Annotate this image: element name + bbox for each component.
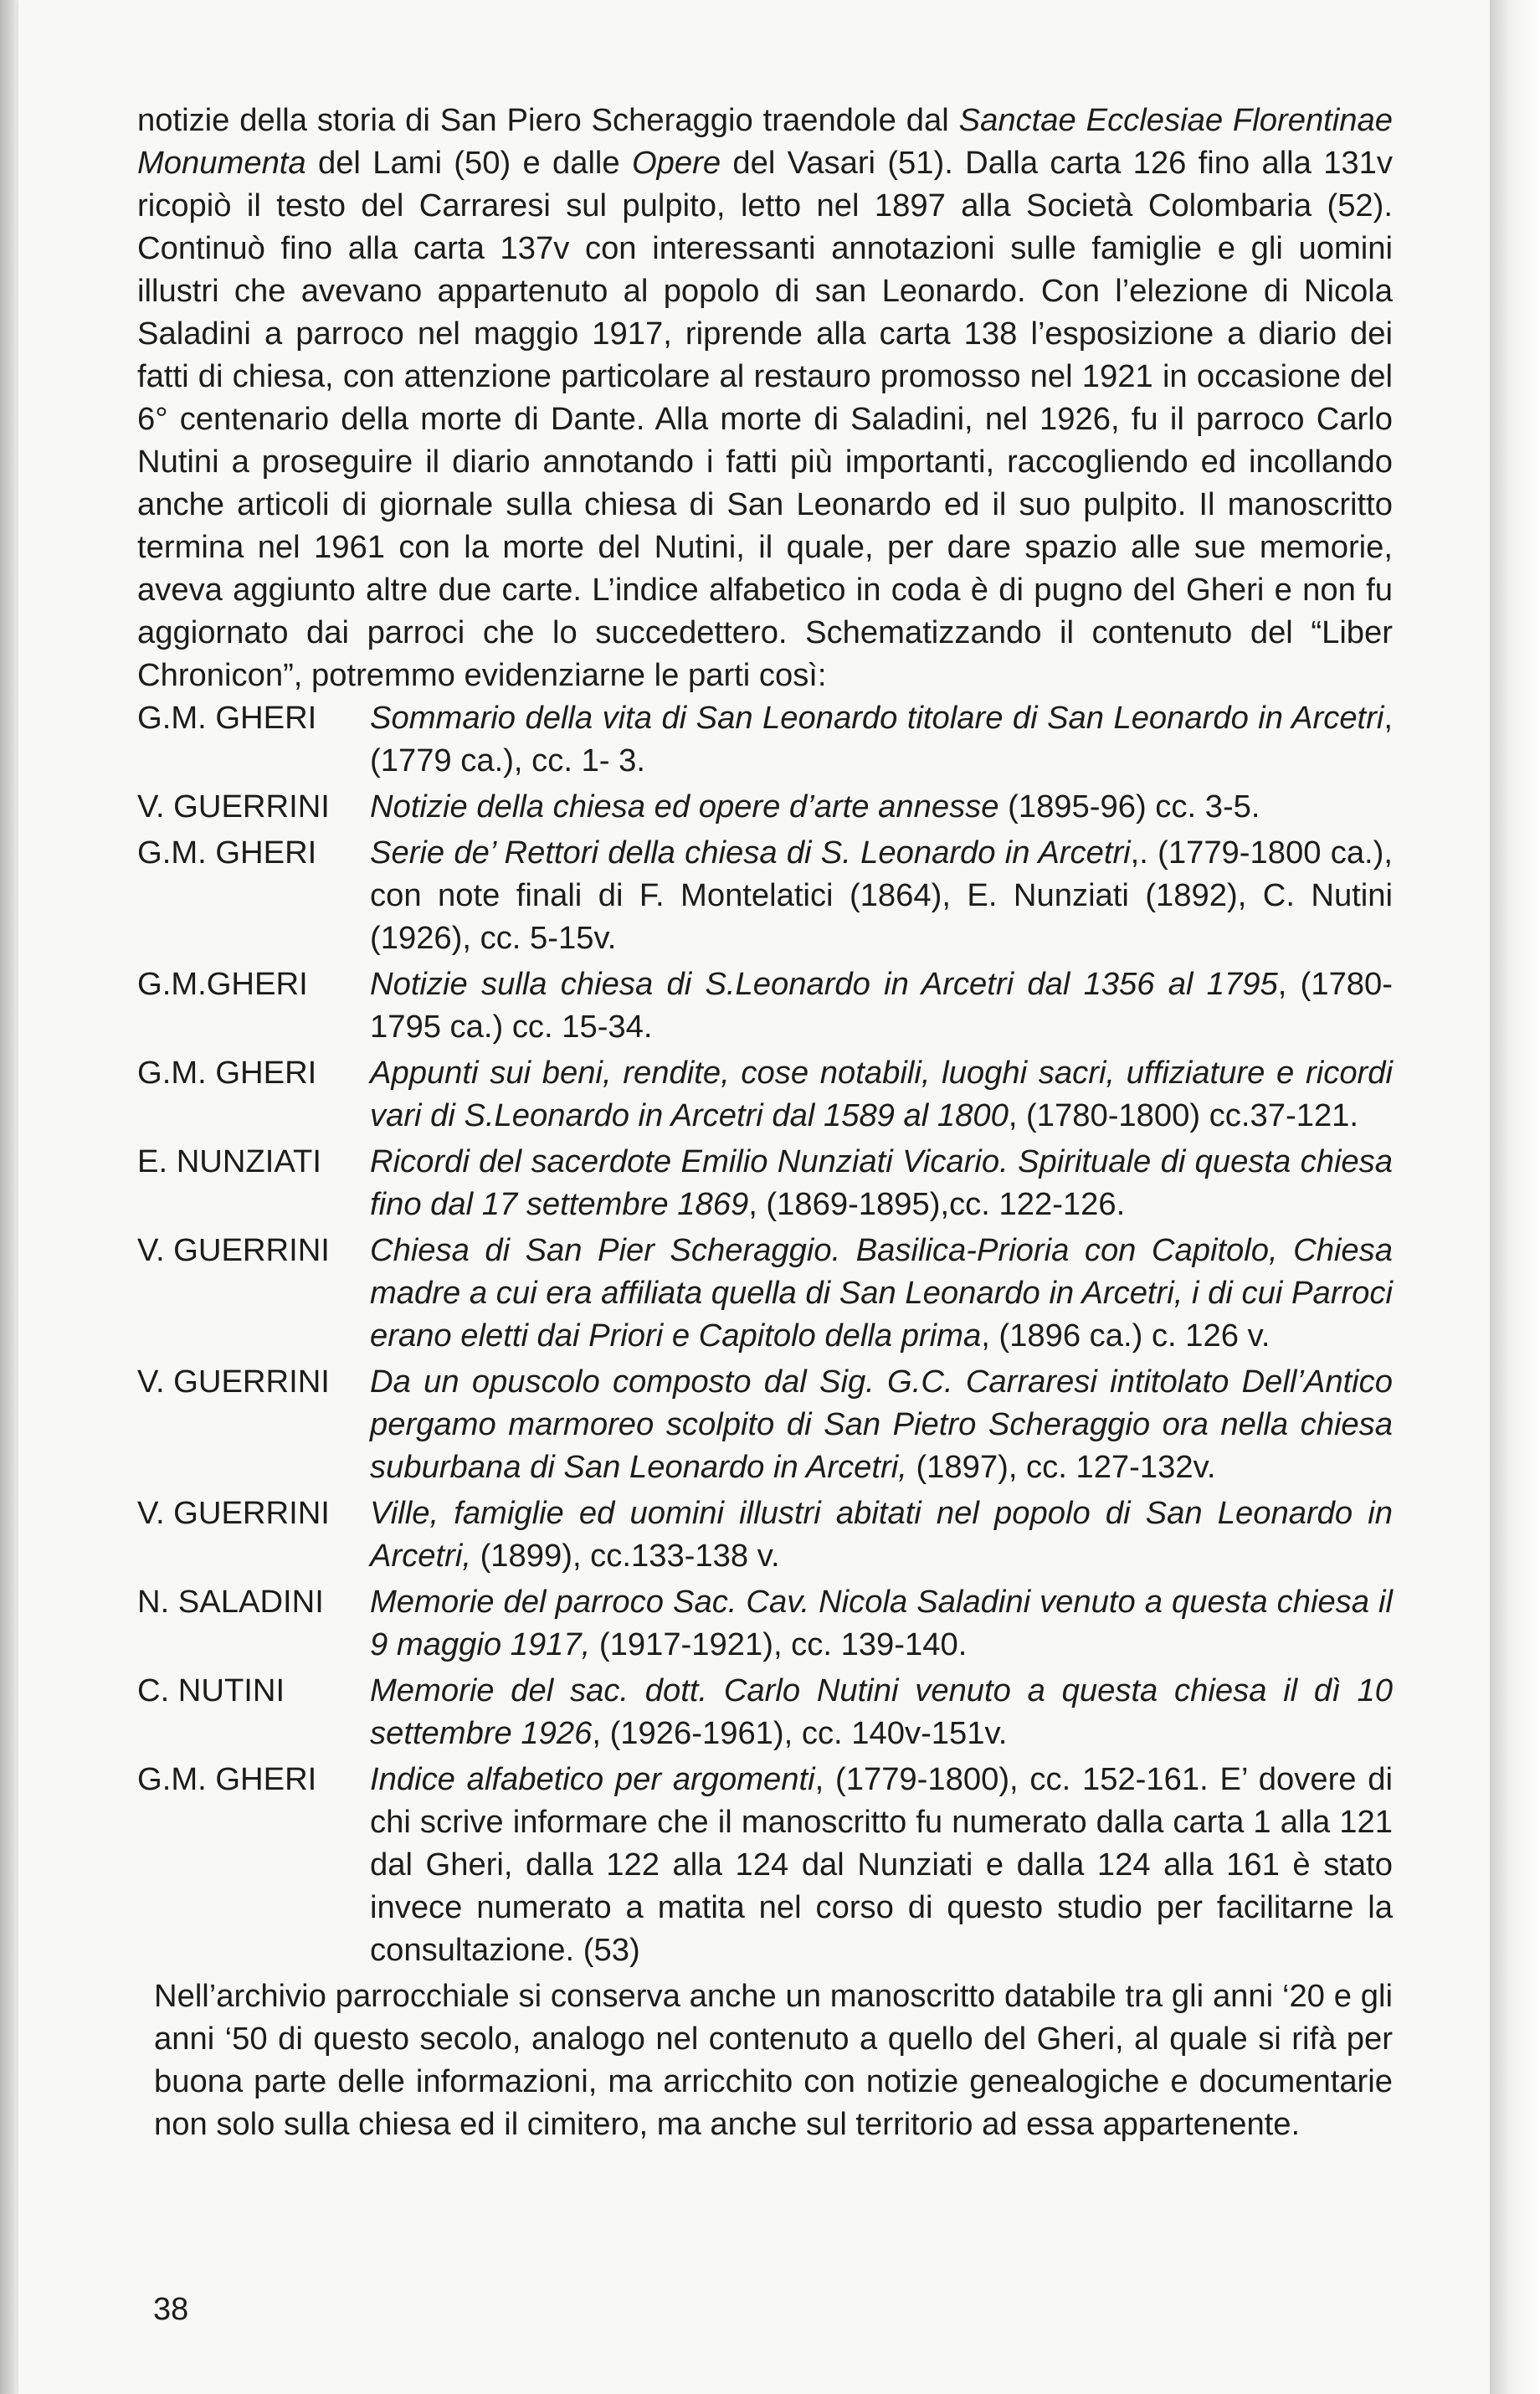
list-item [137,1758,1393,1971]
entry-author: V. GUERRINI [137,789,330,825]
entry-body [370,1669,1393,1754]
intro-title-1: Sanctae Ecclesiae Florentinae Monumenta [137,102,1393,181]
list-item [137,1580,1393,1666]
entry-details: , (1869-1895),cc. 122-126. [748,1186,1126,1222]
list-item [137,785,1393,828]
entry-body [370,1051,1393,1137]
entry-author: G.M. GHERI [137,700,317,736]
entry-details: (1899), cc.133-138 v. [470,1538,780,1574]
entry-details: (1897), cc. 127-132v. [906,1449,1216,1485]
list-item [137,831,1393,959]
entry-title: Notizie sulla chiesa di S.Leonardo in Arcetri dal 1356 al 1795 [370,966,1278,1002]
entry-title: Appunti sui beni, rendite, cose notabili, luoghi sacri, uffiziature e ricordi vari di S.Leonardo in Arcetri dal 1589 al 1800 [370,1055,1393,1133]
entry-title: Ricordi del sacerdote Emilio Nunziati Vicario. Spirituale di questa chiesa fino dal 17 settembre 1869 [370,1143,1393,1222]
list-item [137,1492,1393,1577]
entry-body [370,831,1393,959]
entry-body [370,1229,1393,1357]
list-item [137,963,1393,1048]
entry-details: , (1926-1961), cc. 140v-151v. [592,1715,1008,1751]
entry-body [370,963,1393,1048]
list-item [137,1669,1393,1754]
entry-author: G.M. GHERI [137,835,317,871]
entry-title: Ville, famiglie ed uomini illustri abitati nel popolo di San Leonardo in Arcetri, [370,1495,1393,1574]
list-item [137,1229,1393,1357]
entry-details: , (1896 ca.) c. 126 v. [981,1318,1270,1354]
entry-body [370,1492,1393,1577]
intro-text-3: del Vasari (51). Dalla carta 126 fino alla 131v ricopiò il testo del Carraresi sul pulpito, letto nel 1897 alla Società Colombaria (52). Continuò fino alla carta 137v con interessanti annotazioni sulle famiglie e gli uomini illustri che avevano appartenuto al popolo di san Leonardo. Con l’elezione di Nicola Saladini a parroco nel maggio 1917, riprende alla carta 138 l’esposizione a diario dei fatti di chiesa, con attenzione particolare al restauro promosso nel 1921 in occasione del 6° centenario della morte di Dante. Alla morte di Saladini, nel 1926, fu il parroco Carlo Nutini a proseguire il diario annotando i fatti più importanti, raccogliendo ed incollando anche articoli di giornale sulla chiesa di San Leonardo ed il suo pulpito. Il manoscritto termina nel 1961 con la morte del Nutini, il quale, per dare spazio alle sue memorie, aveva aggiunto altre due carte. L’indice alfabetico in coda è di pugno del Gheri e non fu aggiornato dai parroci che lo succedettero. Schematizzando il contenuto del “Liber Chronicon”, potremmo evidenziarne le parti così: [137,145,1393,693]
entry-title: Serie de’ Rettori della chiesa di S. Leonardo in Arcetri [370,835,1131,871]
entry-title: Memorie del parroco Sac. Cav. Nicola Saladini venuto a questa chiesa il 9 maggio 1917, [370,1584,1393,1662]
closing-paragraph: Nell’archivio parrocchiale si conserva anche un manoscritto databile tra gli anni ‘20 e gli anni ‘50 di questo secolo, analogo nel contenuto a quello del Gheri, al quale si rifà per buona parte delle informazioni, ma arricchito con notizie genealogiche e documentarie non solo sulla chiesa ed il cimitero, ma anche sul territorio ad essa appartenente. [154,1978,1393,2142]
entry-body [370,696,1393,782]
entry-title: Notizie della chiesa ed opere d’arte annesse [370,789,999,825]
page-edge [1490,0,1540,2394]
list-item [137,1140,1393,1225]
entry-author: G.M.GHERI [137,966,308,1002]
intro-text-1: notizie della storia di San Piero Scheraggio traendole dal [137,102,959,138]
list-item [137,696,1393,782]
entry-author: E. NUNZIATI [137,1143,321,1179]
entry-details: , (1780-1795 ca.) cc. 15-34. [370,966,1393,1045]
entry-title: Sommario della vita di San Leonardo titolare di San Leonardo in Arcetri [370,700,1384,736]
entry-title: Da un opuscolo composto dal Sig. G.C. Carraresi intitolato Dell’Antico pergamo marmoreo scolpito di San Pietro Scheraggio ora nella chiesa suburbana di San Leonardo in Arcetri, [370,1364,1393,1485]
entry-details: ,. (1779-1800 ca.), con note finali di F. Montelatici (1864), E. Nunziati (1892), C. Nutini (1926), cc. 5-15v. [370,835,1393,956]
body-text [137,99,1393,2145]
entry-author: G.M. GHERI [137,1055,317,1091]
entry-details: (1895-96) cc. 3-5. [998,789,1260,825]
list-item [137,1360,1393,1488]
entry-author: V. GUERRINI [137,1495,330,1531]
intro-text-2: del Lami (50) e dalle [305,145,632,181]
entry-body [370,1758,1393,1971]
page-number: 38 [153,2292,189,2327]
entry-body [370,1580,1393,1666]
entry-title: Memorie del sac. dott. Carlo Nutini venuto a questa chiesa il dì 10 settembre 1926 [370,1672,1393,1751]
entry-title: Chiesa di San Pier Scheraggio. Basilica-Prioria con Capitolo, Chiesa madre a cui era affiliata quella di San Leonardo in Arcetri, i di cui Parroci erano eletti dai Priori e Capitolo della prima [370,1232,1393,1354]
entry-author: G.M. GHERI [137,1761,317,1797]
entry-details: (1917-1921), cc. 139-140. [590,1626,968,1662]
entry-details: , (1779-1800), cc. 152-161. E’ dovere di chi scrive informare che il manoscritto fu numerato dalla carta 1 alla 121 dal Gheri, dalla 122 alla 124 dal Nunziati e dalla 124 alla 161 è stato invece numerato a matita nel corso di questo studio per facilitarne la consultazione. (53) [370,1761,1393,1968]
entry-details: , (1779 ca.), cc. 1- 3. [370,700,1393,778]
entry-body [370,1360,1393,1488]
entry-title: Indice alfabetico per argomenti [370,1761,815,1797]
entry-author: V. GUERRINI [137,1232,330,1268]
intro-paragraph [137,99,1393,696]
entry-body [370,1140,1393,1225]
list-item [137,1051,1393,1137]
entry-author: V. GUERRINI [137,1364,330,1400]
entry-body [370,785,1393,828]
book-spine [0,0,18,2394]
intro-title-2: Opere [631,145,721,181]
entry-author: N. SALADINI [137,1584,324,1620]
entry-details: , (1780-1800) cc.37-121. [1008,1097,1359,1133]
entry-author: C. NUTINI [137,1672,285,1708]
